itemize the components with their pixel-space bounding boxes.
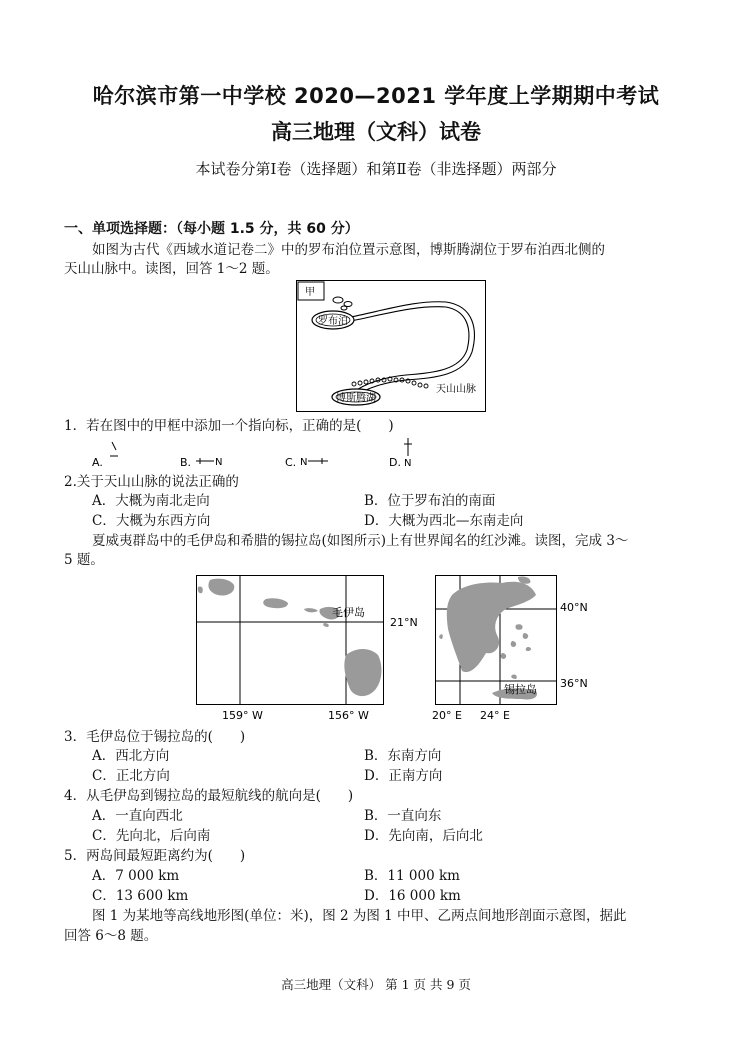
q5-option-c: C．13 600 km [92, 888, 189, 904]
q5-option-a: A．7 000 km [92, 868, 180, 884]
map1-lake1-label: 罗布泊 [318, 316, 348, 327]
map3-lon2-label: 24° E [480, 709, 510, 722]
q1-stem: 1．若在图中的甲框中添加一个指向标，正确的是( ) [64, 418, 394, 434]
q3-option-c: C．正北方向 [92, 768, 170, 784]
q2-option-b: B．位于罗布泊的南面 [364, 493, 496, 509]
q1-option-c: C. [285, 456, 297, 468]
exam-subject: 高三地理（文科）试卷 [271, 120, 481, 144]
maui-map [196, 575, 426, 725]
q5-option-d: D．16 000 km [364, 888, 461, 904]
q2-option-c: C．大概为东西方向 [92, 513, 211, 529]
exam-title: 哈尔滨市第一中学校 2020—2021 学年度上学期期中考试 [92, 84, 660, 108]
q2-option-d: D．大概为西北—东南走向 [364, 513, 524, 529]
intro2-line1: 夏威夷群岛中的毛伊岛和希腊的锡拉岛(如图所示)上有世界闻名的红沙滩。读图，完成 3～ [92, 533, 629, 549]
q1-option-d-north: N [404, 458, 412, 468]
q4-stem: 4．从毛伊岛到锡拉岛的最短航线的航向是( ) [64, 788, 354, 804]
q4-option-b: B．一直向东 [364, 808, 442, 824]
map2-lat-label: 21°N [390, 616, 418, 629]
map1-mountain-label: 天山山脉 [436, 384, 476, 395]
intro-text-line2: 天山山脉中。读图，回答 1～2 题。 [64, 261, 279, 277]
q4-option-a: A．一直向西北 [92, 808, 183, 824]
q3-option-d: D．正南方向 [364, 768, 443, 784]
exam-note: 本试卷分第Ⅰ卷（选择题）和第Ⅱ卷（非选择题）两部分 [195, 160, 557, 178]
map2-lon2-label: 156° W [328, 709, 369, 722]
q2-stem: 2.关于天山山脉的说法正确的 [64, 474, 239, 490]
q4-option-c: C．先向北，后向南 [92, 828, 211, 844]
map3-lat1-label: 40°N [560, 601, 588, 614]
q1-options [92, 436, 432, 468]
santorini-map [432, 575, 602, 725]
q4-option-d: D．先向南，后向北 [364, 828, 483, 844]
map3-island-label: 锡拉岛 [504, 683, 537, 696]
map3-lat2-label: 36°N [560, 677, 588, 690]
page-footer: 高三地理（文科） 第 1 页 共 9 页 [281, 977, 471, 992]
q1-option-a: A. [92, 456, 103, 468]
q1-option-c-north: N [300, 457, 308, 468]
q3-option-b: B．东南方向 [364, 748, 442, 764]
q1-option-b: B. [180, 456, 192, 468]
intro-text-line1: 如图为古代《西域水道记卷二》中的罗布泊位置示意图，博斯腾湖位于罗布泊西北侧的 [92, 242, 605, 258]
map1-lake2-label: 博斯腾湖 [336, 393, 376, 404]
section-heading: 一、单项选择题：（每小题 1.5 分，共 60 分） [64, 221, 359, 237]
map2-island-label: 毛伊岛 [332, 606, 365, 619]
q1-option-d: D. [389, 456, 401, 468]
q2-option-a: A．大概为南北走向 [92, 493, 210, 509]
intro2-line2: 5 题。 [64, 552, 104, 568]
map1-box-label: 甲 [305, 287, 315, 298]
intro3-line1: 图 1 为某地等高线地形图(单位：米)，图 2 为图 1 中甲、乙两点间地形剖面示意图，据此 [92, 908, 627, 924]
map3-lon1-label: 20° E [432, 709, 462, 722]
q5-option-b: B．11 000 km [364, 868, 460, 884]
lop-nur-map [296, 280, 486, 412]
q1-option-b-north: N [215, 457, 223, 468]
q5-stem: 5．两岛间最短距离约为( ) [64, 848, 246, 864]
q3-stem: 3．毛伊岛位于锡拉岛的( ) [64, 729, 246, 745]
intro3-line2: 回答 6～8 题。 [64, 928, 158, 944]
q3-option-a: A．西北方向 [92, 748, 170, 764]
map2-lon1-label: 159° W [222, 709, 263, 722]
